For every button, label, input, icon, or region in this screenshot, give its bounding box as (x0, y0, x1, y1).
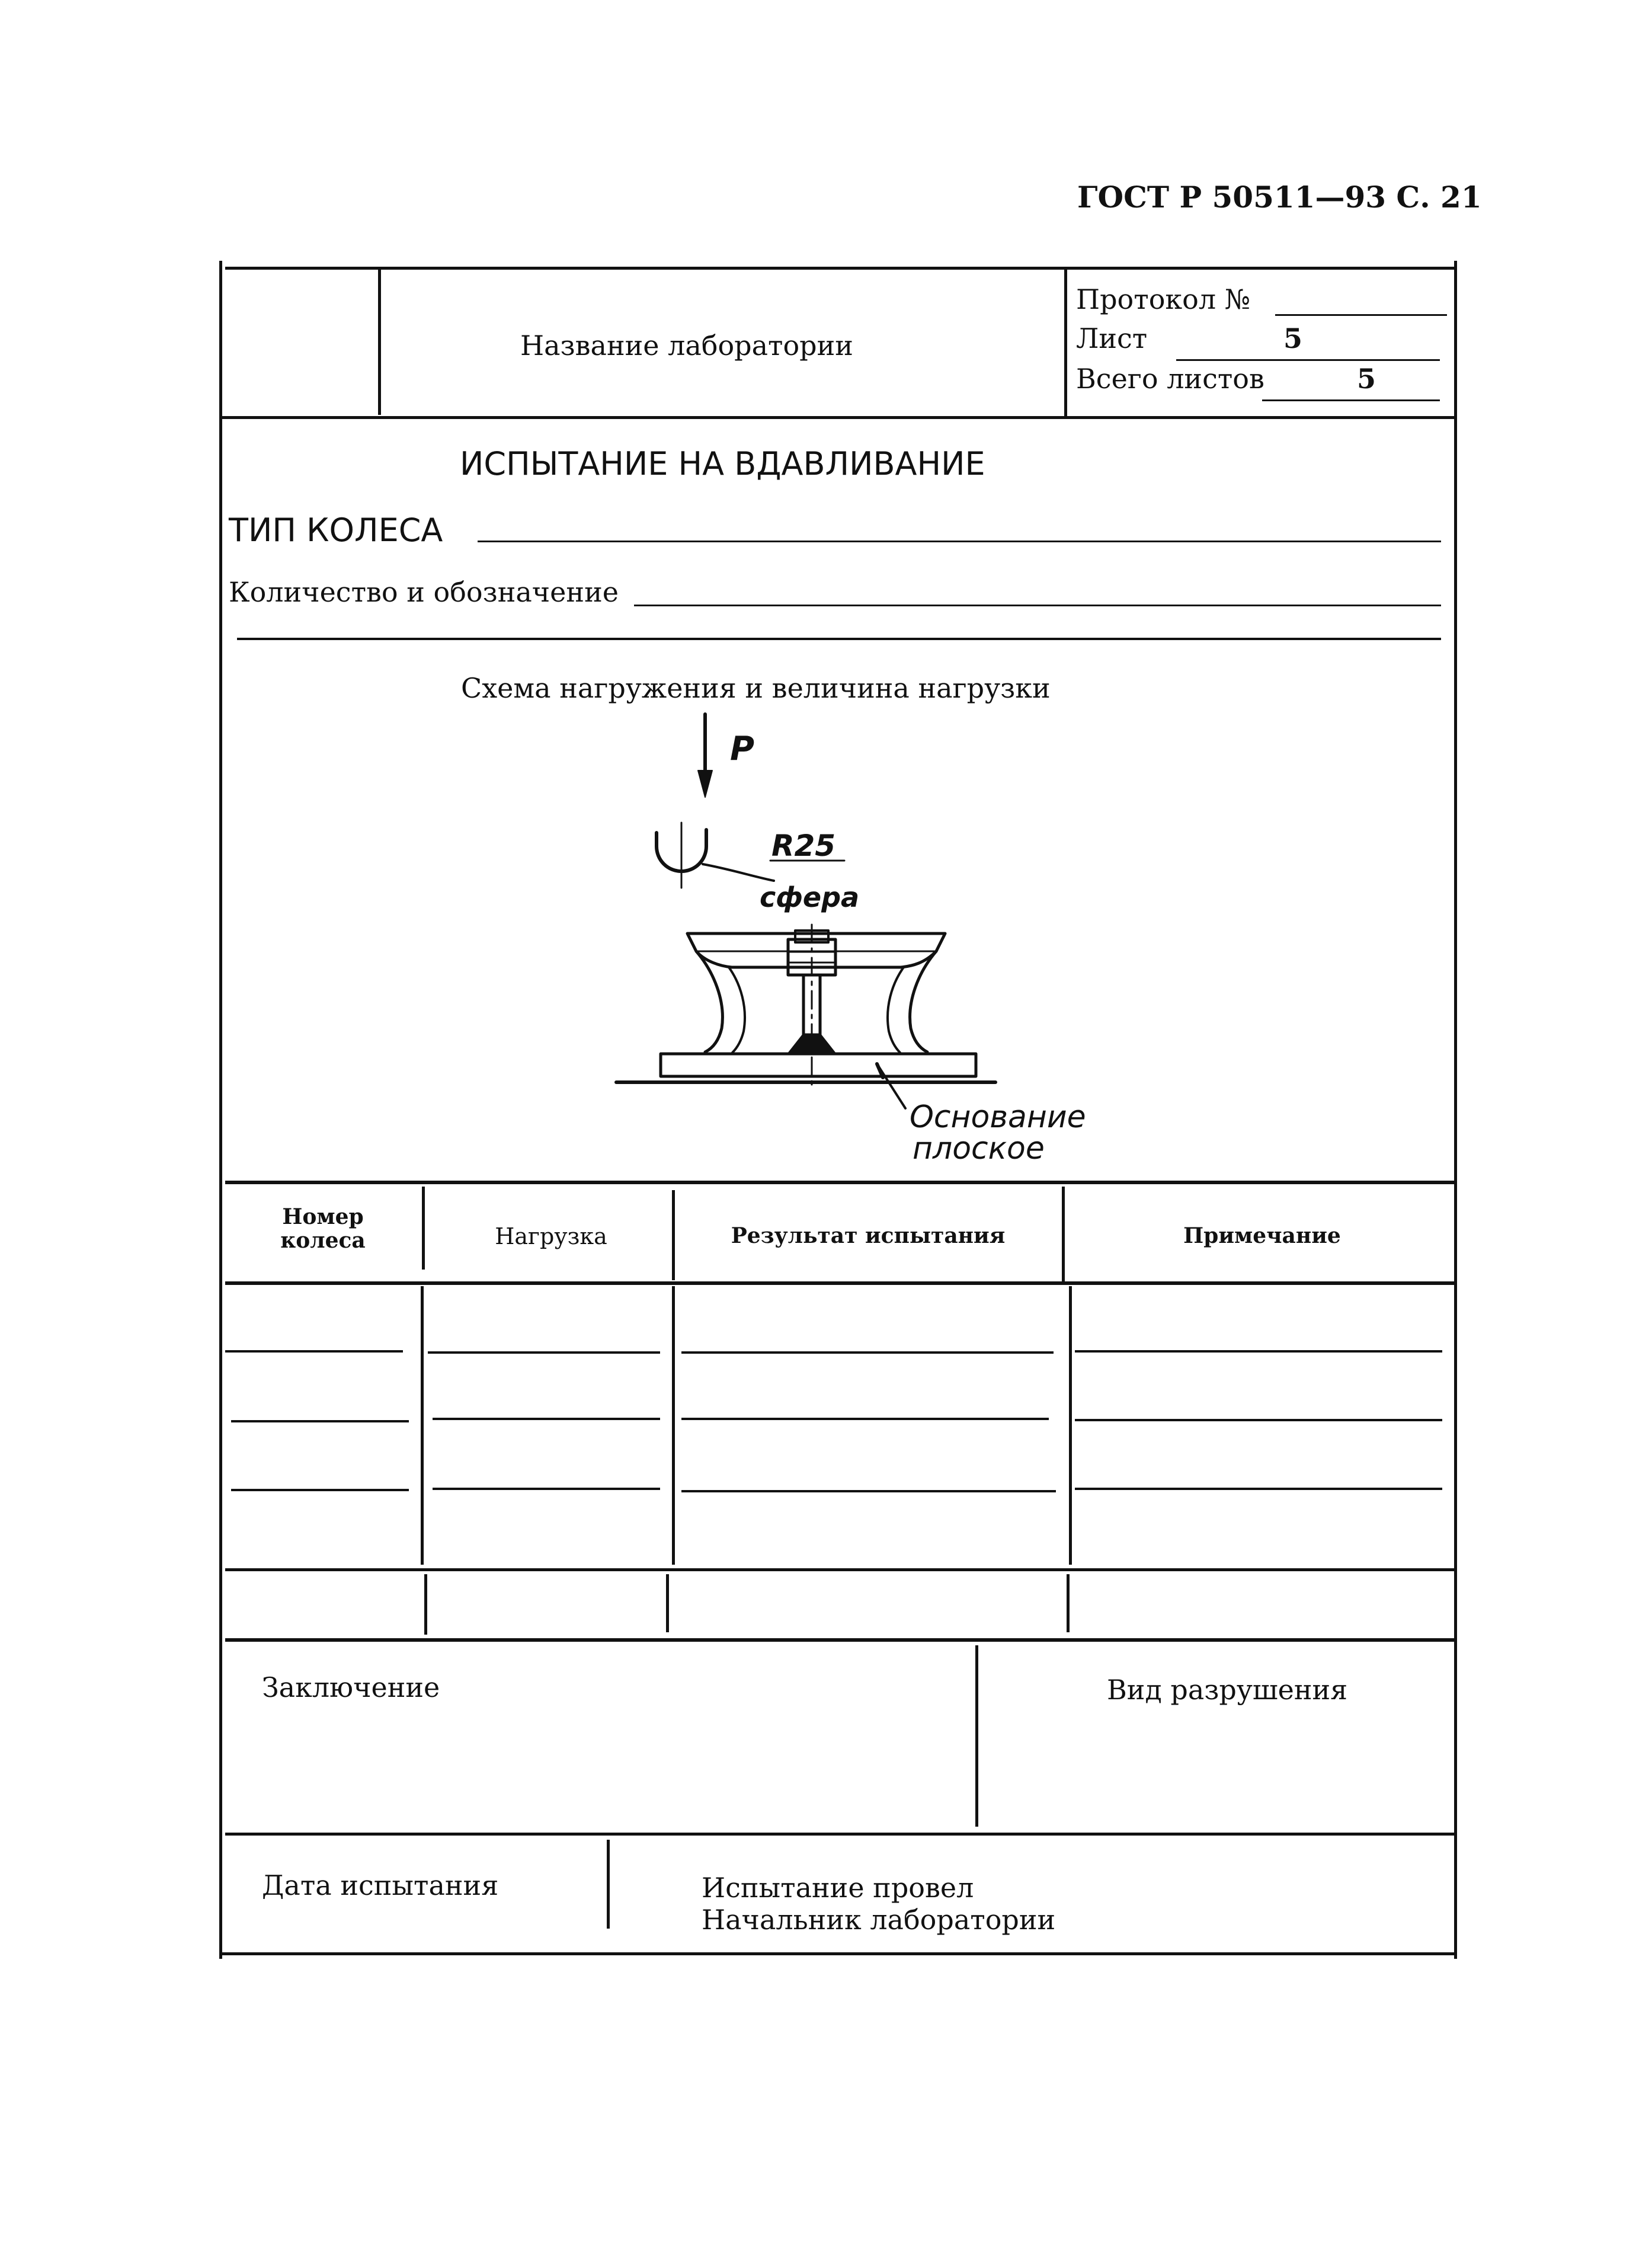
radius-label: R25 (771, 829, 836, 863)
conclusion-divider (975, 1645, 978, 1827)
signature-divider (607, 1840, 610, 1929)
col-header-wheel-number: Номер колеса (280, 1204, 366, 1253)
base-label-line2: плоское (913, 1131, 1045, 1166)
total-sheets-label: Всего листов (1076, 363, 1264, 395)
base-label-line1: Основание (910, 1099, 1086, 1135)
conclusion-label: Заключение (262, 1671, 440, 1703)
wheel-type-field[interactable] (478, 541, 1441, 542)
sheet-value: 5 (1283, 322, 1303, 354)
failure-type-label: Вид разрушения (1107, 1674, 1348, 1706)
test-date-label: Дата испытания (262, 1869, 499, 1901)
wheel-spoke-right (910, 951, 936, 1052)
test-title: ИСПЫТАНИЕ НА ВДАВЛИВАНИЕ (460, 445, 985, 482)
load-arrow-head (698, 770, 712, 797)
scheme-title: Схема нагружения и величина нагрузки (461, 672, 1051, 704)
sheet-label: Лист (1076, 322, 1148, 354)
load-symbol-label: P (730, 730, 755, 768)
tested-by-label: Испытание провел (702, 1872, 974, 1904)
col-header-load: Нагрузка (495, 1223, 607, 1249)
col-header-note: Примечание (1183, 1223, 1341, 1248)
quantity-label: Количество и обозначение (229, 576, 619, 608)
total-sheets-value: 5 (1357, 363, 1376, 395)
radius-leader-line (703, 864, 774, 881)
quantity-field[interactable] (634, 605, 1441, 606)
wheel-spoke-left (696, 951, 722, 1052)
total-sheets-field-line (1262, 399, 1440, 401)
scheme-labels (730, 730, 1086, 1166)
lab-name-label: Название лаборатории (520, 330, 853, 362)
protocol-label: Протокол № (1076, 283, 1251, 315)
info-divider (237, 638, 1441, 640)
protocol-number-field[interactable] (1275, 314, 1447, 316)
lab-head-label: Начальник лаборатории (702, 1904, 1056, 1936)
wheel-type-label: ТИП КОЛЕСА (229, 511, 443, 549)
page-reference: ГОСТ Р 50511—93 С. 21 (1077, 180, 1482, 215)
sheet-field-line (1176, 359, 1440, 361)
sphere-label: сфера (760, 881, 860, 913)
col-header-result: Результат испытания (731, 1223, 1006, 1248)
flat-base-plate (661, 1054, 976, 1076)
